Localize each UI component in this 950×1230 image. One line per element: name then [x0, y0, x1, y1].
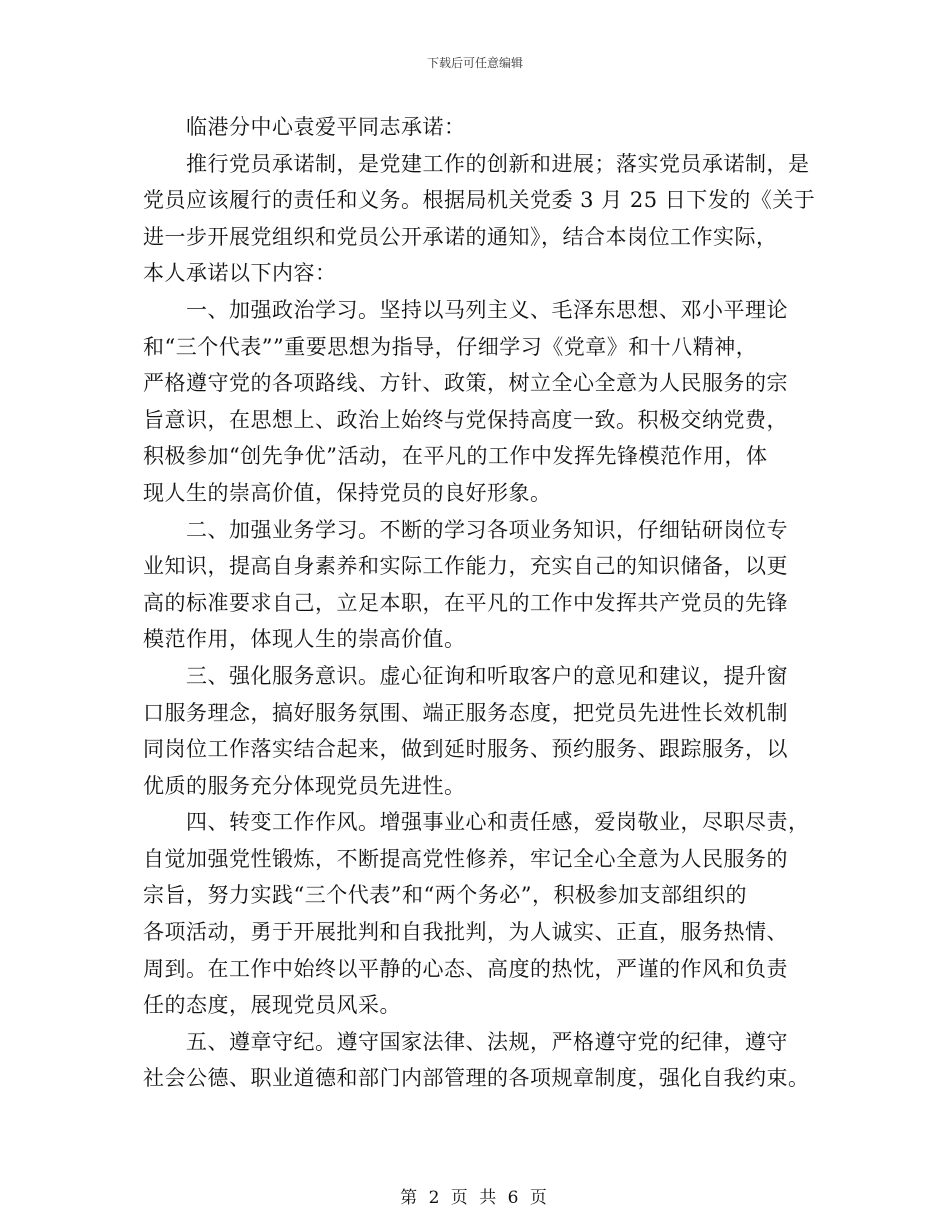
text-line: 高的标准要求自己，立足本职，在平凡的工作中发挥共产党员的先锋: [143, 590, 788, 615]
text-line: 任的态度，展现党员风采。: [143, 993, 401, 1018]
text-line: 五、遵章守纪。遵守国家法律、法规，严格遵守党的纪律，遵守: [143, 1029, 788, 1054]
body-text: [143, 109, 823, 1097]
text-line: 四、转变工作作风。增强事业心和责任感，爱岗敬业，尽职尽责，: [143, 810, 810, 835]
text-line: 党员应该履行的责任和义务。根据局机关党委 3 月 25 日下发的《关于: [143, 188, 816, 213]
text-line: 业知识，提高自身素养和实际工作能力，充实自己的知识储备，以更: [143, 554, 788, 579]
text-line: 口服务理念，搞好服务氛围、端正服务态度，把党员先进性长效机制: [143, 700, 788, 725]
text-line: 各项活动，勇于开展批判和自我批判，为人诚实、正直，服务热情、: [143, 920, 788, 945]
text-line: 同岗位工作落实结合起来，做到延时服务、预约服务、跟踪服务，以: [143, 737, 788, 762]
text-line: 推行党员承诺制，是党建工作的创新和进展；落实党员承诺制，是: [143, 151, 810, 176]
page-footer: 第 2 页 共 6 页: [400, 1188, 550, 1208]
text-line: 自觉加强党性锻炼，不断提高党性修养，牢记全心全意为人民服务的: [143, 846, 788, 871]
text-line: 进一步开展党组织和党员公开承诺的通知》，结合本岗位工作实际，: [143, 224, 778, 249]
text-line: 社会公德、职业道德和部门内部管理的各项规章制度，强化自我约束。: [143, 1066, 810, 1091]
text-line: 优质的服务充分体现党员先进性。: [143, 773, 466, 798]
text-line: 二、加强业务学习。不断的学习各项业务知识，仔细钻研岗位专: [143, 517, 788, 542]
text-line: 旨意识，在思想上、政治上始终与党保持高度一致。积极交纳党费，: [143, 407, 788, 432]
text-line: 现人生的崇高价值，保持党员的良好形象。: [143, 480, 552, 505]
text-line: 和“三个代表””重要思想为指导，仔细学习《党章》和十八精神，: [143, 334, 758, 359]
text-line: 周到。在工作中始终以平静的心态、高度的热忱，严谨的作风和负责: [143, 956, 788, 981]
text-line: 严格遵守党的各项路线、方针、政策，树立全心全意为人民服务的宗: [143, 371, 788, 396]
text-line: 积极参加“创先争优”活动，在平凡的工作中发挥先锋模范作用，体: [143, 444, 768, 469]
text-line: 本人承诺以下内容：: [143, 261, 337, 286]
text-line: 宗旨，努力实践“三个代表”和“两个务必”，积极参加支部组织的: [143, 883, 747, 908]
text-line: 三、强化服务意识。虚心征询和听取客户的意见和建议，提升窗: [143, 663, 788, 688]
text-line: 模范作用，体现人生的崇高价值。: [143, 627, 466, 652]
text-line: 一、加强政治学习。坚持以马列主义、毛泽东思想、邓小平理论: [143, 297, 788, 322]
page-header: 下载后可任意编辑: [426, 56, 523, 70]
text-line: 临港分中心袁爱平同志承诺：: [143, 115, 466, 139]
